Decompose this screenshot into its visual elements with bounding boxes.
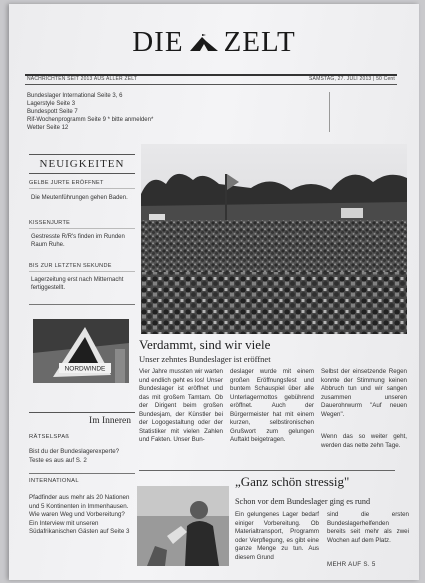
sign-photo-image [33,319,129,383]
table-of-contents [27,92,330,132]
sign-photo [33,319,129,383]
crowd-photo-image [141,144,407,334]
news-item-title: KISSENJURTE [29,220,135,229]
newspaper-page [9,4,419,580]
second-headline: „Ganz schön stressig" [235,474,350,489]
scout-photo [137,486,229,566]
lead-column-3: Selbst der einsetzende Regen konnte der Stimmung keinen Abbruch tun und wir sangen zusammen unseren Dauerohrwurm "Auf neuen Wegen". [321,368,407,418]
dateline-rule [25,84,397,85]
inner-heading: Im Inneren [29,412,135,426]
toc-item: Lagerstyle Seite 3 [27,101,76,107]
crowd-photo [141,144,407,334]
news-item-body: Lagerzeitung erst nach Mitternacht fertiggestellt. [31,277,124,291]
toc-item: Bundeslager International Seite 3, 6 [27,93,123,99]
more-link: MEHR AUF S. 5 [327,561,376,568]
inner-item-title: RÄTSELSPAß [29,434,70,440]
masthead [9,26,419,59]
inner-item-body: Pfadfinder aus mehr als 20 Nationen und 5 Kontinenten in Immenhausen. Wie waren Weg und Vorbereitung? Ein Interview mit unseren Südafrikanischen Gästen auf Seite 3 [29,494,130,535]
toc-item: Rif-Wochenprogramm Seite 9 * bitte anmelden* [27,117,154,123]
dateline-right: SAMSTAG, 27. JULI 2013 | 50 Cent [309,76,395,82]
scout-photo-image [137,486,229,566]
toc-item: Wetter Seite 12 [27,125,69,131]
tent-logo-icon [188,33,220,53]
lead-column-2: deslager wurde mit einem großen Eröffnungsfest und buntem Schauspiel über alle Unterlagermottos gebührend eröffnet. Auch der Bürgermeister hat mit einem kurzen, selbstironischen Grußwort zum gelungen Auftakt beigetragen. [230,368,314,443]
second-column-2: sind die ersten Bundeslagerhelfenden bereits seit mehr als zwei Wochen auf dem Platz. [327,511,409,544]
lead-column-1: Vier Jahre mussten wir warten und endlich geht es los! Unser Bundeslager ist eröffnet und das mit großem Tamtam. Ob der Dirigent beim großen Bundesjam, der Künstler bei der Logogestaltung oder der Statistiker mit vielen Zahlen und Fakten. Unser Bun- [139,368,223,443]
news-item-body: Die Meutenführungen gehen Baden. [31,195,128,201]
lead-column-3b: Wenn das so weiter geht, werden das nette zehn Tage. [321,433,407,449]
inner-item-title: INTERNATIONAL [29,478,79,484]
masthead-title-left: DIE [132,26,184,58]
second-subhead: Schon vor dem Bundeslager ging es rund [235,497,371,506]
news-item-body: Gestresste R/R's finden im Runden Raum Ruhe. [31,234,125,248]
lead-headline: Verdammt, sind wir viele [139,337,271,352]
news-heading: NEUIGKEITEN [29,154,135,174]
sign-text: NORDWINDE [64,365,106,373]
section-rule [139,470,395,471]
divider [29,304,135,305]
news-item-title: BIS ZUR LETZTEN SEKUNDE [29,263,135,272]
dateline-left: NACHRICHTEN SEIT 2013 AUS ALLER ZELT [27,76,138,82]
masthead-title-right: ZELT [223,26,296,58]
divider [29,473,135,474]
lead-subhead: Unser zehntes Bundeslager ist eröffnet [139,354,271,364]
inner-item-body: Bist du der Bundeslagerexperte? Teste es aus auf S. 2 [29,448,120,464]
second-column-1: Ein gelungenes Lager bedarf einiger Vorbereitung. Ob Materialtransport, Programm oder Verpflegung, es gibt eine ganze Menge zu tun. Aus diesem Grund [235,511,319,561]
news-item-title: GELBE JURTE ERÖFFNET [29,180,135,189]
toc-item: Bundespott Seite 7 [27,109,78,115]
